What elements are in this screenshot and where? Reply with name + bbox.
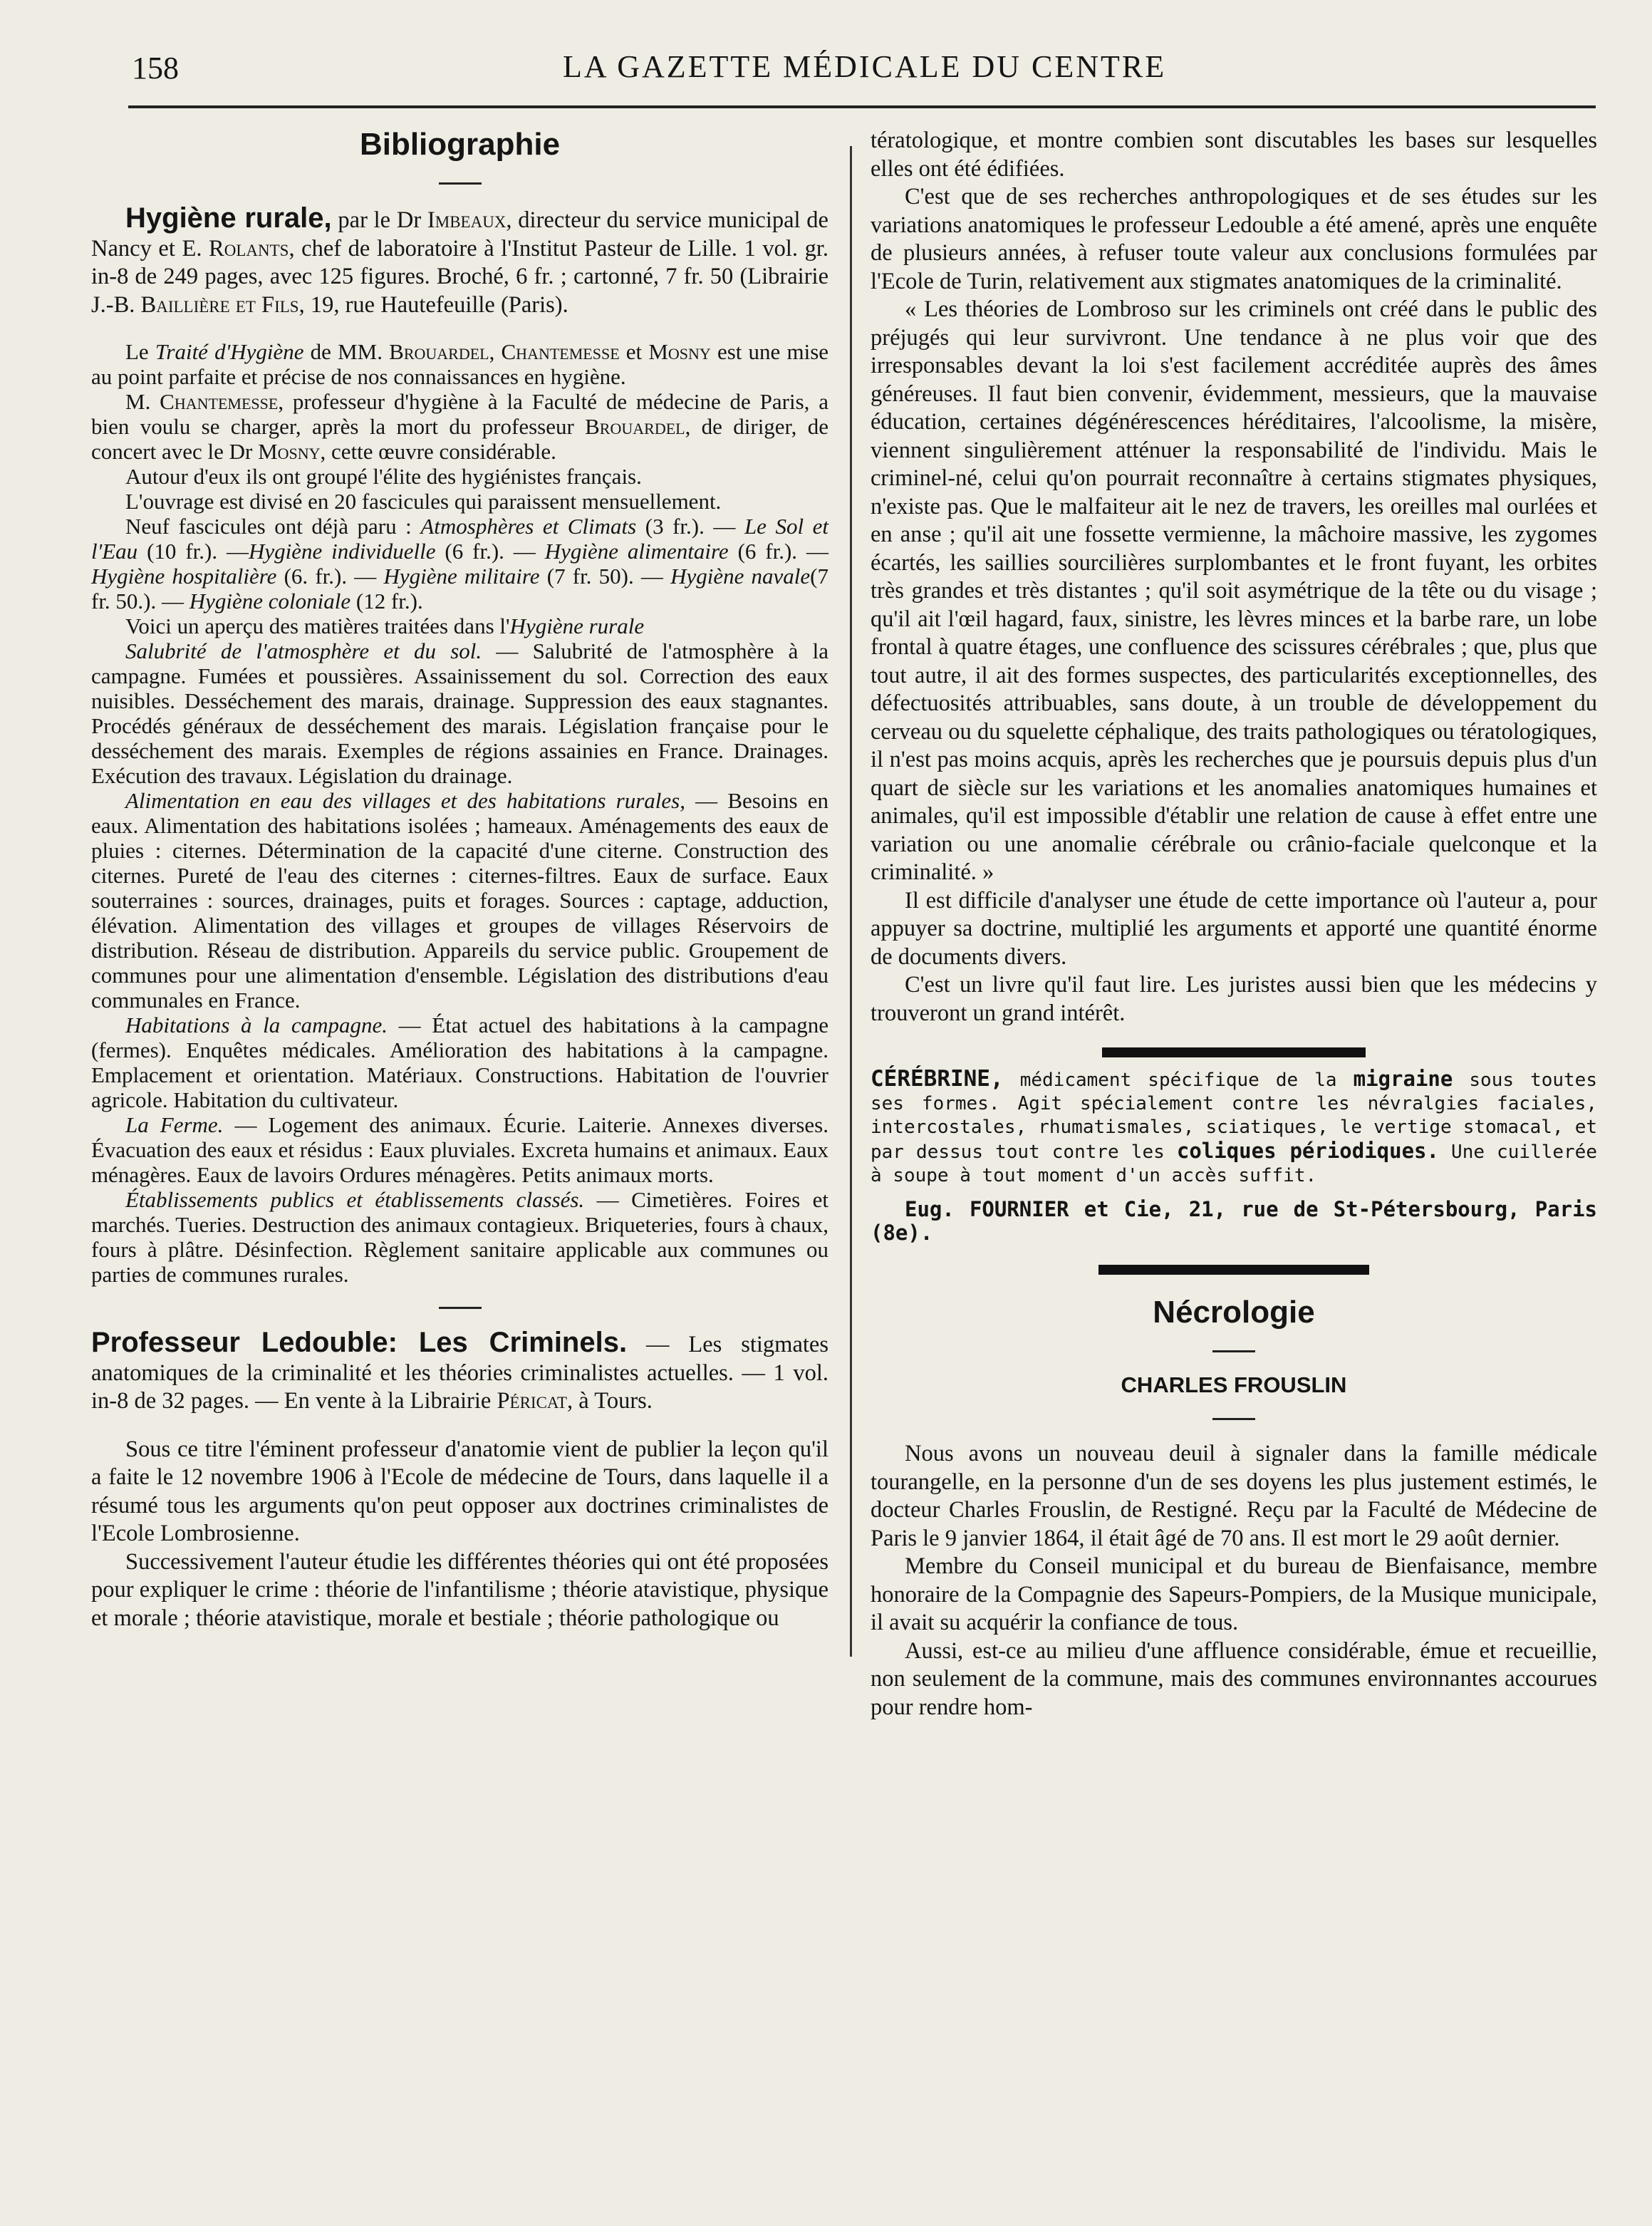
paragraph: C'est un livre qu'il faut lire. Les juristes aussi bien que les médecins y trouveront un grand intérêt.: [871, 972, 1597, 1026]
paragraph: Établissements publics et établissements classés. — Cimetières. Foires et marchés. Tueries. Destruction des animaux contagieux. Briqueteries, fours à chaux, fours à plâtre. Désinfection. Règlement sanitaire applicable aux communes ou parties de communes rurales.: [91, 1187, 828, 1287]
paragraph: C'est que de ses recherches anthropologiques et de ses études sur les variations anatomiques le professeur Ledouble a été amené, après une enquête de plusieurs années, à refuser toute valeur aux conclusions formulées par l'Ecole de Turin, relativement aux stigmates anatomiques de la criminalité.: [871, 184, 1597, 294]
paragraph: Alimentation en eau des villages et des habitations rurales, — Besoins en eaux. Alimentation des habitations isolées ; hameaux. Aménagements des eaux de pluies : citernes. Détermination de la capacité d'une citerne. Construction des citernes. Pureté de l'eau des citernes : citernes-filtres. Eaux de surface. Eaux souterraines : sources, drainages, puits et forages. Sources : captage, adduction, élévation. Alimentation des villages et groupes de villages Réservoirs de distribution. Réseau de distribution. Appareils du service public. Groupement de communes pour une alimentation d'ensemble. Législation des distributions d'eau communales en France.: [91, 788, 828, 1013]
book-text: , à Tours.: [567, 1388, 653, 1414]
paragraph: La Ferme. — Logement des animaux. Écurie. Laiterie. Annexes diverses. Évacuation des eaux et résidus : Eaux pluviales. Excreta humains et animaux. Eaux ménagères. Eaux de lavoirs Ordures ménagères. Petits animaux morts.: [91, 1112, 829, 1187]
section-rule: [439, 1307, 482, 1309]
publisher-name: Baillière et Fils: [140, 291, 299, 318]
author-name: Rolants: [209, 235, 289, 262]
paragraph: Le Traité d'Hygiène de MM. Brouardel, Chantemesse et Mosny est une mise au point parfaite et précise de nos connaissances en hygiène.: [91, 339, 829, 389]
book-title: Hygiène rurale,: [125, 202, 332, 234]
paragraph: Nous avons un nouveau deuil à signaler dans la famille médicale tourangelle, en la personne d'un de ses doyens les plus justement estimés, le docteur Charles Frouslin, de Restigné. Reçu par la Faculté de Médecine de Paris le 9 janvier 1864, il était âgé de 70 ans. Il est mort le 29 août dernier.: [871, 1441, 1597, 1551]
book-entry-hygiene-rurale: [91, 202, 828, 319]
paragraph: Aussi, est-ce au milieu d'une affluence considérable, émue et recueillie, non seulement de la commune, mais des communes environnantes accourues pour rendre hom-: [871, 1637, 1597, 1720]
book-entry-les-criminels: [91, 1329, 828, 1416]
paragraph: tératologique, et montre combien sont discutables les bases sur lesquelles elles ont été édifiées.: [871, 128, 1597, 182]
journal-title: LA GAZETTE MÉDICALE DU CENTRE: [563, 49, 1167, 84]
publisher-name: Péricat: [497, 1388, 568, 1414]
book-text: , chef de laboratoire à l'Institut Pasteur de Lille. 1 vol. gr. in-8 de 249 pages, avec 125 figures. Broché, 6 fr. ; cartonné, 7 fr. 50 (Librairie J.-B.: [91, 235, 828, 318]
paragraph: « Les théories de Lombroso sur les criminels ont créé dans le public des préjugés qui leur survivront. Une tendance à ne plus voir que des irresponsables devant la loi s'est facilement accréditée auprès des âmes généreuses. Il faut bien convenir, évidemment, messieurs, que la mauvaise éducation, certaines dégénérescences héréditaires, l'alcoolisme, la misère, viennent singulièrement atténuer la responsabilité de l'individu. Mais le criminel-né, celui qu'on pourrait reconnaître à certains stigmates physiques, n'existe pas. Que le malfaiteur ait le nez de travers, les oreilles mal ourlées et en anse ; qu'il ait une fossette vermienne, la mâchoire massive, les zygomes écartés, les saillies sourcilières surplombantes et le front fuyant, les orbites très grandes et très distantes ; qu'il soit asymétrique de la tête ou du visage ; qu'il ait l'œil hagard, faux, sinistre, les lèvres minces et la barbe rare, un lobe frontal à quatre étages, une confluence des scissures cérébrales ; que, plus que tout autre, il ait des formes suspectes, des particularités exceptionnelles, des défectuosités attribuables, sans doute, à un trouble de développement du cerveau ou du squelette céphalique, des traits pathologiques ou tératologiques, il n'est pas moins acquis, après les recherches que je poursuis depuis plus d'un quart de siècle sur les variations et les anomalies anatomiques humaines et animales, qu'il est impossible d'établir une relation de cause à effet entre une variation ou une anomalie cérébrale ou crânio-faciale quelconque et la criminalité. »: [871, 296, 1597, 885]
ad-separator-bar: [1102, 1047, 1366, 1057]
obituary-name: CHARLES FROUSLIN: [1121, 1372, 1347, 1397]
paragraph: Il est difficile d'analyser une étude de cette importance où l'auteur a, pour appuyer sa doctrine, multiplié les arguments et apporté une quantité énorme de documents divers.: [871, 887, 1597, 970]
right-column: [871, 127, 1597, 1722]
paragraph: Voici un aperçu des matières traitées dans l'Hygiène rurale: [125, 614, 645, 638]
paragraph: L'ouvrage est divisé en 20 fascicules qui paraissent mensuellement.: [125, 489, 722, 514]
author-name: Imbeaux: [427, 207, 506, 233]
ad-maker: Eug. FOURNIER et Cie, 21, rue de St-Pétersbourg, Paris (8e).: [871, 1197, 1597, 1245]
book-text: par le Dr: [331, 207, 427, 233]
advertisement: [871, 1067, 1597, 1245]
necrologie-title: Nécrologie: [1153, 1295, 1315, 1330]
section-rule: [439, 182, 482, 185]
ad-brand: CÉRÉBRINE,: [871, 1066, 1004, 1092]
paragraph: Sous ce titre l'éminent professeur d'anatomie vient de publier la leçon qu'il a faite le 12 novembre 1906 à l'Ecole de médecine de Tours, dans laquelle il a résumé tous les arguments qu'on peut opposer aux doctrines criminalistes de l'Ecole Lombrosienne.: [91, 1436, 828, 1546]
column-divider: [850, 146, 852, 1657]
left-column: [91, 127, 828, 1632]
paragraph: Neuf fascicules ont déjà paru : Atmosphères et Climats (3 fr.). — Le Sol et l'Eau (10 fr.). —Hygiène individuelle (6 fr.). — Hygiène alimentaire (6 fr.). — Hygiène hospitalière (6. fr.). — Hygiène militaire (7 fr. 50). — Hygiène navale(7 fr. 50.). — Hygiène coloniale (12 fr.).: [91, 514, 828, 614]
book-title: Professeur Ledouble: Les Criminels.: [91, 1327, 628, 1358]
header-rule: [128, 105, 1596, 108]
page-number: 158: [132, 51, 179, 86]
paragraph: Autour d'eux ils ont groupé l'élite des hygiénistes français.: [125, 464, 642, 489]
paragraph: Habitations à la campagne. — État actuel des habitations à la campagne (fermes). Enquêtes médicales. Amélioration des habitations à la campagne. Emplacement et orientation. Matériaux. Constructions. Habitation de l'ouvrier agricole. Habitation du cultivateur.: [91, 1013, 829, 1112]
paragraph: Membre du Conseil municipal et du bureau de Bienfaisance, membre honoraire de la Compagnie des Sapeurs-Pompiers, de la Musique municipale, il avait su acquérir la confiance de tous.: [871, 1553, 1597, 1635]
paragraph: Salubrité de l'atmosphère et du sol. — Salubrité de l'atmosphère à la campagne. Fumées et poussières. Assainissement du sol. Correction des eaux nuisibles. Desséchement des marais, drainage. Suppression des eaux stagnantes. Procédés généraux de desséchement des marais. Législation française pour le desséchement des marais. Exemples de régions assainies en France. Drainages. Exécution des travaux. Législation du drainage.: [91, 638, 828, 788]
ad-text: CÉRÉBRINE, médicament spécifique de la migraine sous toutes ses formes. Agit spécialement contre les névralgies faciales, intercostales, rhumatismales, sciatiques, le vertige stomacal, et par dessus tout contre les coliques périodiques. Une cuillerée à soupe à tout moment d'un accès suffit.: [871, 1066, 1597, 1186]
paragraph: Successivement l'auteur étudie les différentes théories qui ont été proposées pour expliquer le crime : théorie de l'infantilisme ; théorie atavistique, physique et morale ; théorie atavistique, morale et bestiale ; théorie pathologique ou: [91, 1548, 828, 1631]
paragraph: M. Chantemesse, professeur d'hygiène à la Faculté de médecine de Paris, a bien voulu se charger, après la mort du professeur Brouardel, de diriger, de concert avec le Dr Mosny, cette œuvre considérable.: [91, 389, 828, 464]
page-header: [0, 0, 1652, 107]
section-separator-bar: [1098, 1265, 1369, 1275]
section-rule: [1212, 1418, 1255, 1420]
book-text: , directeur du service municipal de Nancy et E.: [91, 207, 828, 262]
section-rule: [1212, 1350, 1255, 1352]
bibliography-title: Bibliographie: [359, 127, 561, 162]
book-text: — Les stigmates anatomiques de la criminalité et les théories criminalistes actuelles. — 1 vol. in-8 de 32 pages. — En vente à la Librairie: [91, 1332, 828, 1414]
book-text: , 19, rue Hautefeuille (Paris).: [298, 291, 568, 318]
